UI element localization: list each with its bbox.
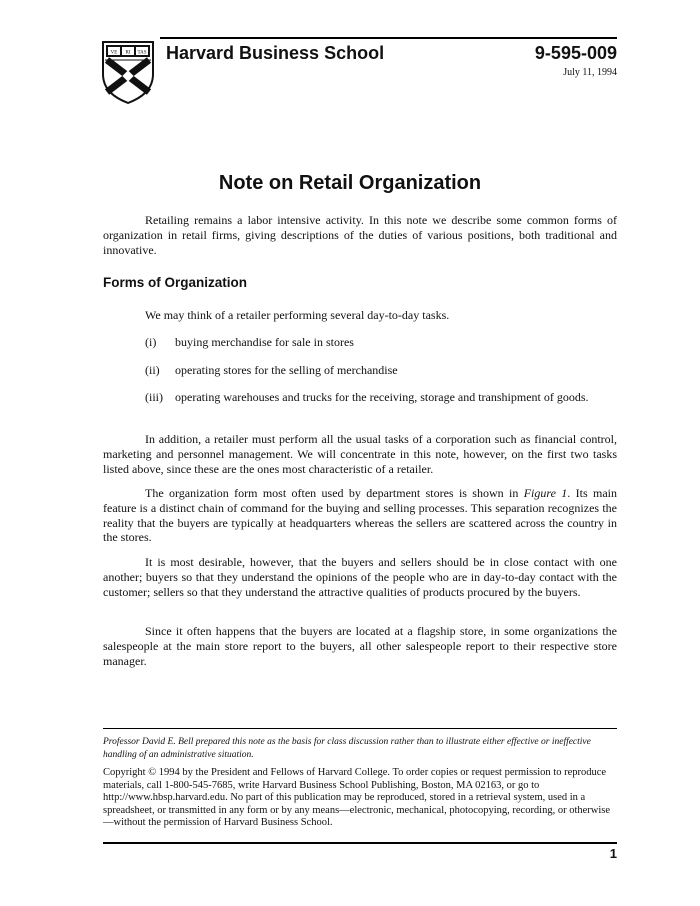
task-text: operating warehouses and trucks for the receiving, storage and transhipment of goods. bbox=[175, 390, 589, 404]
task-text: buying merchandise for sale in stores bbox=[175, 335, 354, 349]
figure-reference: Figure 1 bbox=[523, 486, 568, 500]
document-title: Note on Retail Organization bbox=[218, 172, 482, 194]
hbs-shield-logo bbox=[101, 40, 155, 104]
copyright-notice: Copyright © 1994 by the President and Fellows of Harvard College. To order copies or request permission to reproduce materials, call 1-800-545-7685, write Harvard Business School Publishing, Boston, MA 02163, or go to http://www.hbsp.harvard.edu. No part of this publication may be reproduced, stored in a retrieval system, used in a spreadsheet, or transmitted in any form or by any means—electronic, mechanical, photocopying, recording, or otherwise—without the permission of Harvard Business School. bbox=[103, 767, 611, 829]
body-paragraph-close-contact: It is most desirable, however, that the buyers and sellers should be in close contact with one another; buyers so that they understand the opinions of the people who are in day-to-day contact with the customer; sellers so that they understand the attractive qualities of products procured by the buyers. bbox=[103, 555, 617, 599]
task-list-item bbox=[145, 335, 590, 351]
task-list-item bbox=[145, 390, 590, 422]
school-name: Harvard Business School bbox=[166, 43, 385, 63]
task-text: operating stores for the selling of merchandise bbox=[175, 363, 398, 377]
body-paragraph-usual-tasks: In addition, a retailer must perform all the usual tasks of a corporation such as financial control, marketing and personnel management. We will concentrate in this note, however, on the first two tasks listed above, since these are the ones most characteristic of a retailer. bbox=[103, 432, 617, 476]
document-number: 9-595-009 bbox=[534, 43, 617, 63]
para-3-after: . Its main feature is a distinct chain of command for the buying and selling processes. This separation recognizes the reality that the buyers are typically at headquarters whereas the sellers are scattered across the country in the stores. bbox=[103, 486, 617, 545]
page-number: 1 bbox=[609, 846, 617, 861]
bottom-rule bbox=[103, 842, 617, 844]
footnote-rule bbox=[103, 728, 617, 729]
body-paragraph-flagship-store: Since it often happens that the buyers are located at a flagship store, in some organizations the salespeople at the main store report to the buyers, all other salespeople report to their respective store manager. bbox=[103, 624, 617, 668]
task-number: (ii) bbox=[145, 363, 160, 377]
body-paragraph-organization-form bbox=[103, 486, 617, 545]
shield-letters-ve: VE bbox=[110, 50, 118, 56]
author-footnote: Professor David E. Bell prepared this note as the basis for class discussion rather than to illustrate either effective or ineffective handling of an administrative situation. bbox=[103, 737, 591, 760]
shield-letters-ri: RI bbox=[125, 50, 131, 56]
para-3-before: The organization form most often used by department stores is shown in bbox=[145, 486, 524, 500]
header-rule bbox=[160, 37, 617, 39]
section-heading: Forms of Organization bbox=[103, 275, 248, 290]
intro-paragraph: Retailing remains a labor intensive activity. In this note we describe some common forms of organization in retail firms, giving descriptions of the duties of various positions, both traditional and innovative. bbox=[103, 213, 617, 257]
task-number: (iii) bbox=[145, 390, 163, 404]
document-date: July 11, 1994 bbox=[563, 67, 617, 78]
shield-letters-tas: TAS bbox=[137, 50, 147, 56]
task-number: (i) bbox=[145, 335, 157, 349]
section-intro-line: We may think of a retailer performing several day-to-day tasks. bbox=[145, 308, 450, 322]
task-list-item bbox=[145, 363, 590, 379]
